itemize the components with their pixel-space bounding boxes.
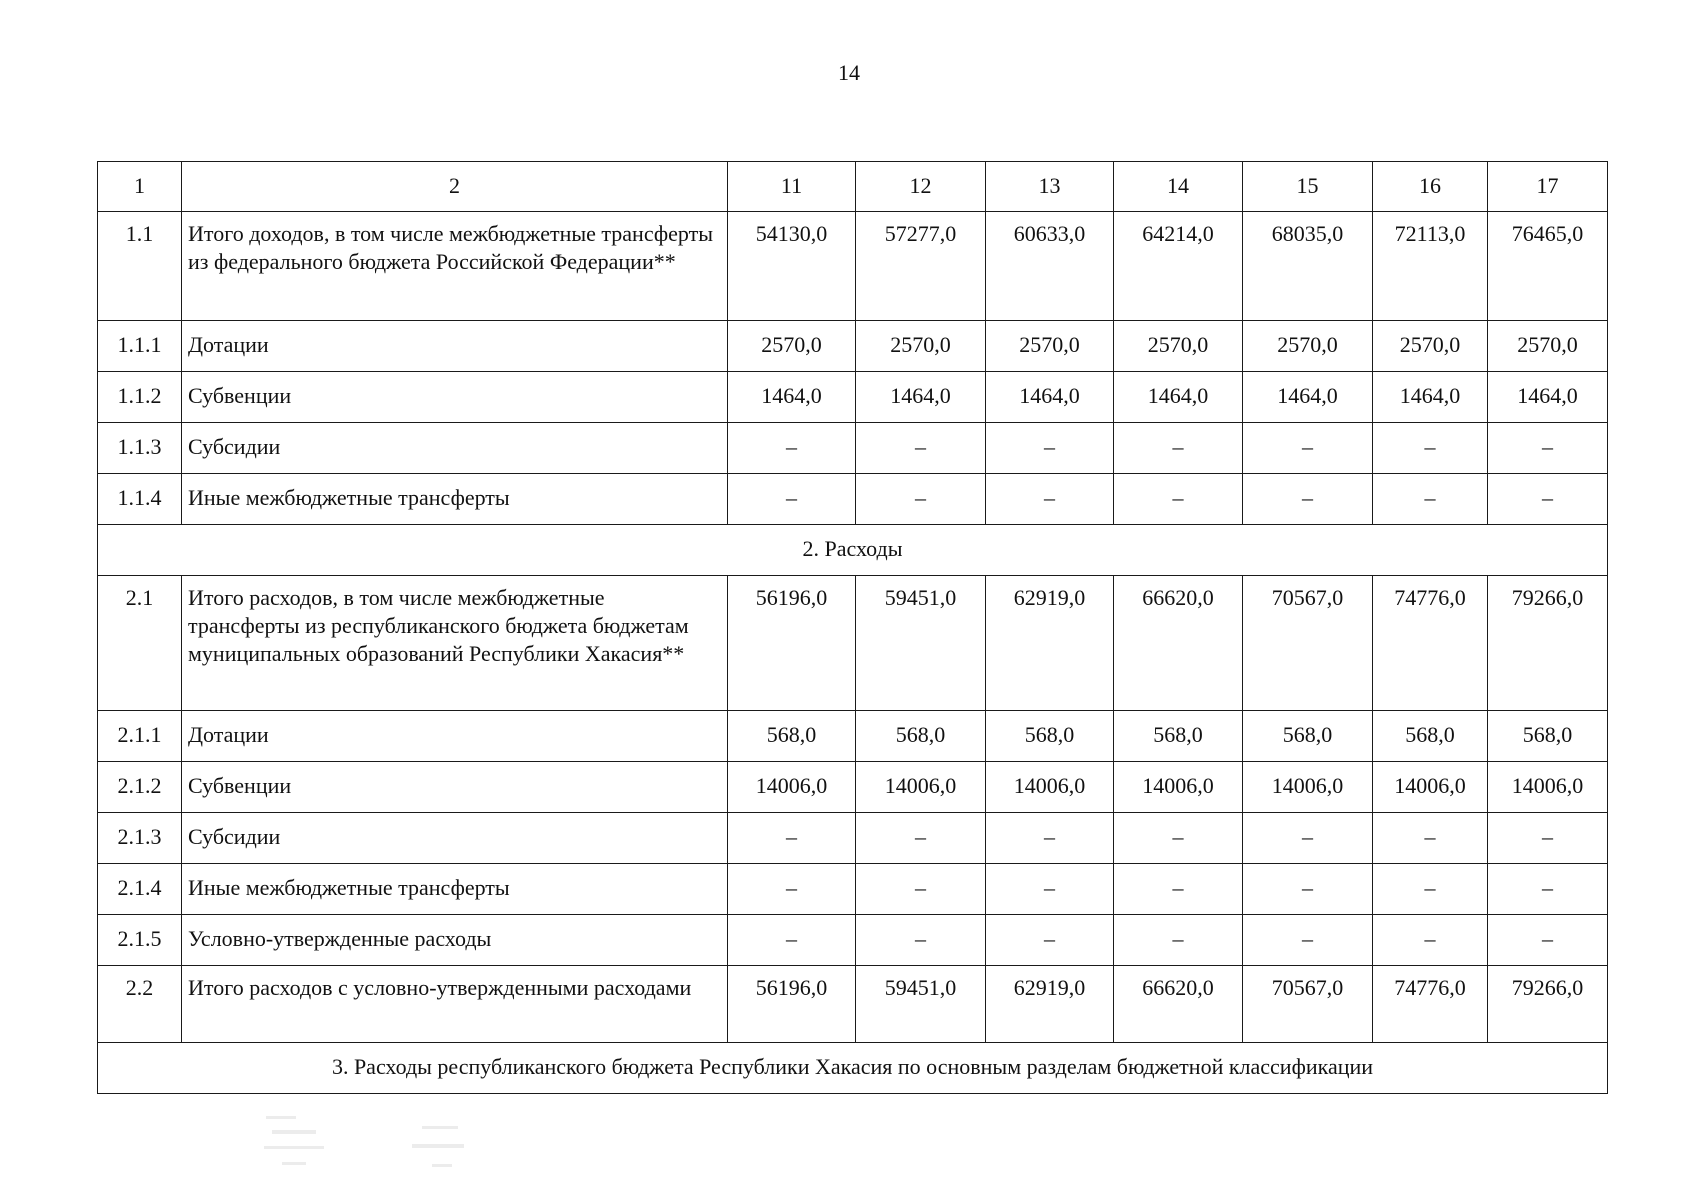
table-row: [98, 321, 1608, 372]
row-value: –: [856, 813, 986, 864]
row-value: 54130,0: [728, 212, 856, 321]
row-value: 568,0: [728, 711, 856, 762]
row-value: 74776,0: [1373, 576, 1488, 711]
row-label: Субвенции: [182, 372, 728, 423]
row-value: –: [1373, 915, 1488, 966]
table-row: [98, 576, 1608, 711]
row-code: 1.1: [98, 212, 182, 321]
table-header-row: [98, 162, 1608, 212]
row-value: 56196,0: [728, 576, 856, 711]
row-value: –: [1114, 423, 1243, 474]
row-value: 1464,0: [1114, 372, 1243, 423]
header-cell: 2: [182, 162, 728, 212]
row-label: Иные межбюджетные трансферты: [182, 474, 728, 525]
row-value: 68035,0: [1243, 212, 1373, 321]
row-value: –: [1373, 474, 1488, 525]
table-row: [98, 423, 1608, 474]
row-value: –: [986, 474, 1114, 525]
row-value: 568,0: [1243, 711, 1373, 762]
row-value: –: [1373, 423, 1488, 474]
row-value: –: [986, 864, 1114, 915]
row-value: 14006,0: [1488, 762, 1608, 813]
row-label: Итого расходов с условно-утвержденными расходами: [182, 966, 728, 1043]
row-value: 62919,0: [986, 576, 1114, 711]
row-code: 1.1.2: [98, 372, 182, 423]
row-value: –: [986, 813, 1114, 864]
row-value: –: [1243, 423, 1373, 474]
row-value: –: [1488, 474, 1608, 525]
section-title-expenses: 2. Расходы: [98, 525, 1608, 576]
row-label: Условно-утвержденные расходы: [182, 915, 728, 966]
row-code: 2.1: [98, 576, 182, 711]
table-row: [98, 474, 1608, 525]
section-row: [98, 525, 1608, 576]
row-value: 14006,0: [1243, 762, 1373, 813]
row-value: 14006,0: [1373, 762, 1488, 813]
row-value: 1464,0: [1488, 372, 1608, 423]
row-value: –: [986, 915, 1114, 966]
row-value: –: [728, 864, 856, 915]
section-row: [98, 1043, 1608, 1094]
row-value: 14006,0: [856, 762, 986, 813]
row-value: 2570,0: [728, 321, 856, 372]
row-value: –: [856, 864, 986, 915]
table-row: [98, 372, 1608, 423]
row-value: 568,0: [986, 711, 1114, 762]
row-value: 66620,0: [1114, 966, 1243, 1043]
row-value: –: [728, 474, 856, 525]
header-cell: 15: [1243, 162, 1373, 212]
row-value: –: [1114, 915, 1243, 966]
row-label: Дотации: [182, 711, 728, 762]
row-value: –: [1243, 813, 1373, 864]
row-value: 60633,0: [986, 212, 1114, 321]
table-row: [98, 915, 1608, 966]
row-value: 66620,0: [1114, 576, 1243, 711]
row-value: 2570,0: [986, 321, 1114, 372]
row-value: –: [986, 423, 1114, 474]
row-value: 14006,0: [1114, 762, 1243, 813]
table-row: [98, 864, 1608, 915]
header-cell: 14: [1114, 162, 1243, 212]
row-value: 59451,0: [856, 576, 986, 711]
row-value: 1464,0: [986, 372, 1114, 423]
row-code: 1.1.3: [98, 423, 182, 474]
row-value: –: [856, 915, 986, 966]
row-value: –: [1114, 813, 1243, 864]
row-value: 79266,0: [1488, 966, 1608, 1043]
row-code: 2.1.4: [98, 864, 182, 915]
row-value: –: [1243, 915, 1373, 966]
row-value: 79266,0: [1488, 576, 1608, 711]
row-label: Субсидии: [182, 813, 728, 864]
row-value: 1464,0: [856, 372, 986, 423]
header-cell: 16: [1373, 162, 1488, 212]
header-cell: 1: [98, 162, 182, 212]
row-value: 568,0: [856, 711, 986, 762]
row-value: 62919,0: [986, 966, 1114, 1043]
header-cell: 17: [1488, 162, 1608, 212]
row-value: 74776,0: [1373, 966, 1488, 1043]
row-code: 1.1.4: [98, 474, 182, 525]
header-cell: 13: [986, 162, 1114, 212]
budget-table: [97, 161, 1608, 1094]
faint-stamp-mark: [262, 1110, 482, 1180]
row-value: –: [1488, 915, 1608, 966]
row-value: –: [1243, 864, 1373, 915]
row-label: Итого доходов, в том числе межбюджетные трансферты из федерального бюджета Российской Федерации**: [182, 212, 728, 321]
row-value: 2570,0: [1373, 321, 1488, 372]
row-value: 14006,0: [728, 762, 856, 813]
page-number: 14: [838, 60, 860, 85]
row-code: 2.1.2: [98, 762, 182, 813]
row-value: 59451,0: [856, 966, 986, 1043]
row-value: –: [1114, 474, 1243, 525]
row-value: –: [728, 423, 856, 474]
table-row: [98, 813, 1608, 864]
row-code: 2.1.3: [98, 813, 182, 864]
row-value: 2570,0: [856, 321, 986, 372]
row-value: 568,0: [1373, 711, 1488, 762]
row-label: Субвенции: [182, 762, 728, 813]
row-code: 1.1.1: [98, 321, 182, 372]
row-value: 2570,0: [1488, 321, 1608, 372]
row-value: –: [728, 813, 856, 864]
table-row: [98, 212, 1608, 321]
row-value: 2570,0: [1243, 321, 1373, 372]
row-value: 76465,0: [1488, 212, 1608, 321]
row-code: 2.1.1: [98, 711, 182, 762]
row-value: –: [1243, 474, 1373, 525]
row-value: 72113,0: [1373, 212, 1488, 321]
row-label: Иные межбюджетные трансферты: [182, 864, 728, 915]
row-value: 57277,0: [856, 212, 986, 321]
table-row: [98, 762, 1608, 813]
row-label: Субсидии: [182, 423, 728, 474]
row-value: 14006,0: [986, 762, 1114, 813]
row-label: Дотации: [182, 321, 728, 372]
row-value: –: [856, 474, 986, 525]
row-value: 2570,0: [1114, 321, 1243, 372]
row-value: –: [1373, 813, 1488, 864]
row-value: –: [728, 915, 856, 966]
row-value: 64214,0: [1114, 212, 1243, 321]
row-value: 568,0: [1488, 711, 1608, 762]
row-label: Итого расходов, в том числе межбюджетные трансферты из республиканского бюджета бюджетам муниципальных образований Республики Хакасия**: [182, 576, 728, 711]
table-row: [98, 711, 1608, 762]
row-value: 70567,0: [1243, 966, 1373, 1043]
row-value: 1464,0: [1373, 372, 1488, 423]
header-cell: 11: [728, 162, 856, 212]
row-code: 2.2: [98, 966, 182, 1043]
row-value: –: [1488, 864, 1608, 915]
row-value: –: [1114, 864, 1243, 915]
row-value: 1464,0: [728, 372, 856, 423]
row-code: 2.1.5: [98, 915, 182, 966]
row-value: 56196,0: [728, 966, 856, 1043]
row-value: –: [856, 423, 986, 474]
row-value: –: [1373, 864, 1488, 915]
row-value: 70567,0: [1243, 576, 1373, 711]
row-value: 568,0: [1114, 711, 1243, 762]
row-value: –: [1488, 423, 1608, 474]
row-value: 1464,0: [1243, 372, 1373, 423]
section-title-classification: 3. Расходы республиканского бюджета Республики Хакасия по основным разделам бюджетной классификации: [98, 1043, 1608, 1094]
header-cell: 12: [856, 162, 986, 212]
row-value: –: [1488, 813, 1608, 864]
table-row: [98, 966, 1608, 1043]
